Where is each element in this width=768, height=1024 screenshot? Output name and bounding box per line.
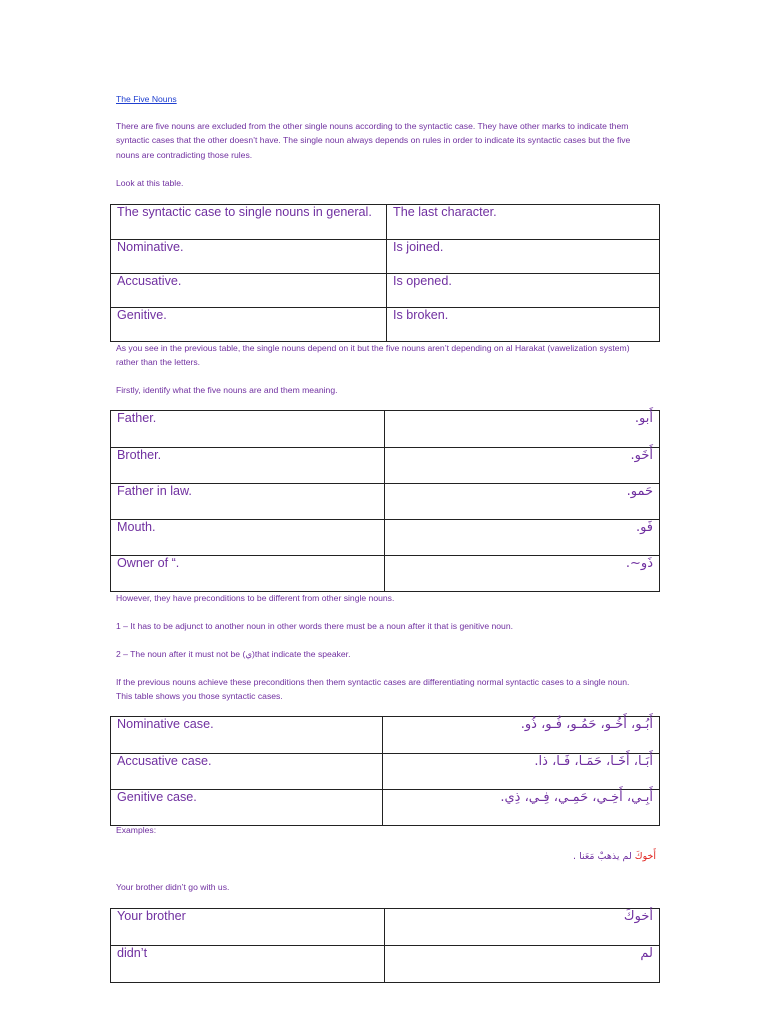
arabic-cell: ذَو~. bbox=[385, 556, 660, 592]
english-cell: Brother. bbox=[111, 448, 385, 484]
look-at-table-text: Look at this table. bbox=[116, 178, 184, 188]
english-example-sentence: Your brother didn’t go with us. bbox=[116, 882, 230, 892]
english-cell: Mouth. bbox=[111, 520, 385, 556]
table-row bbox=[111, 556, 660, 592]
table-cell: Accusative. bbox=[111, 274, 387, 308]
example-highlight: أَخوكَ bbox=[634, 851, 656, 862]
table-row bbox=[111, 754, 660, 790]
rule-one-text: 1 – It has to be adjunct to another noun in other words there must be a noun after it that is genitive noun. bbox=[116, 621, 513, 631]
after-table-paragraph: As you see in the previous table, the single nouns depend on it but the five nouns aren’t depending on al Harakat (vawelization system) rather than the letters. bbox=[116, 343, 630, 368]
english-cell: Accusative case. bbox=[111, 754, 383, 790]
document-title: The Five Nouns bbox=[116, 94, 177, 104]
table-row bbox=[111, 274, 660, 308]
syntactic-case-table bbox=[110, 204, 660, 342]
table-row bbox=[111, 411, 660, 448]
table-row bbox=[111, 717, 660, 754]
english-cell: Father. bbox=[111, 411, 385, 448]
arabic-cell: أَبِـي، أَخِـي، حَمِـي، فِـي، ذِي. bbox=[383, 790, 660, 826]
arabic-cell: حَمو. bbox=[385, 484, 660, 520]
table-cell: The last character. bbox=[387, 205, 660, 240]
five-nouns-table bbox=[110, 410, 660, 592]
table-row bbox=[111, 484, 660, 520]
table-row bbox=[111, 520, 660, 556]
arabic-example-sentence bbox=[450, 850, 656, 864]
table-row bbox=[111, 308, 660, 342]
syntactic-cases-paragraph: If the previous nouns achieve these preconditions then them syntactic cases are differentiating normal syntactic cases to a single noun. This table shows you those syntactic cases. bbox=[116, 677, 630, 702]
example-breakdown-table bbox=[110, 908, 660, 983]
english-cell: Genitive case. bbox=[111, 790, 383, 826]
table-cell: Is joined. bbox=[387, 240, 660, 274]
rule-two-text: 2 – The noun after it must not be (ي)that indicate the speaker. bbox=[116, 649, 351, 659]
english-cell: Nominative case. bbox=[111, 717, 383, 754]
arabic-cell: أَبَـا، أَخَـا، حَمَـا، فَـا، ذا. bbox=[383, 754, 660, 790]
preconditions-text: However, they have preconditions to be different from other single nouns. bbox=[116, 593, 395, 603]
arabic-cell: أَخَو. bbox=[385, 448, 660, 484]
table-cell: Genitive. bbox=[111, 308, 387, 342]
table-row bbox=[111, 205, 660, 240]
arabic-cell: أَبُـو، أَخُـو، حَمُـو، فُـو، ذُو. bbox=[383, 717, 660, 754]
example-rest: لم يذهبْ مَعَنا . bbox=[573, 851, 635, 862]
intro-paragraph: There are five nouns are excluded from the other single nouns according to the syntactic case. They have other marks to indicate them syntactic cases that the other doesn’t have. The single noun always depends on rules in order to indicate its syntactic cases but the five nouns are contradicting those rules. bbox=[116, 121, 631, 160]
arabic-cell: أَبو. bbox=[385, 411, 660, 448]
table-cell: Nominative. bbox=[111, 240, 387, 274]
english-cell: didn’t bbox=[111, 946, 385, 983]
table-row bbox=[111, 946, 660, 983]
english-cell: Father in law. bbox=[111, 484, 385, 520]
table-row bbox=[111, 909, 660, 946]
table-cell: The syntactic case to single nouns in general. bbox=[111, 205, 387, 240]
english-cell: Your brother bbox=[111, 909, 385, 946]
table-cell: Is opened. bbox=[387, 274, 660, 308]
arabic-cell: لم bbox=[385, 946, 660, 983]
table-row bbox=[111, 240, 660, 274]
table-row bbox=[111, 790, 660, 826]
table-cell: Is broken. bbox=[387, 308, 660, 342]
syntactic-cases-table bbox=[110, 716, 660, 826]
examples-label: Examples: bbox=[116, 825, 157, 835]
identify-text: Firstly, identify what the five nouns are and them meaning. bbox=[116, 385, 338, 395]
english-cell: Owner of “. bbox=[111, 556, 385, 592]
arabic-cell: أخوكَ bbox=[385, 909, 660, 946]
arabic-cell: فَو. bbox=[385, 520, 660, 556]
table-row bbox=[111, 448, 660, 484]
